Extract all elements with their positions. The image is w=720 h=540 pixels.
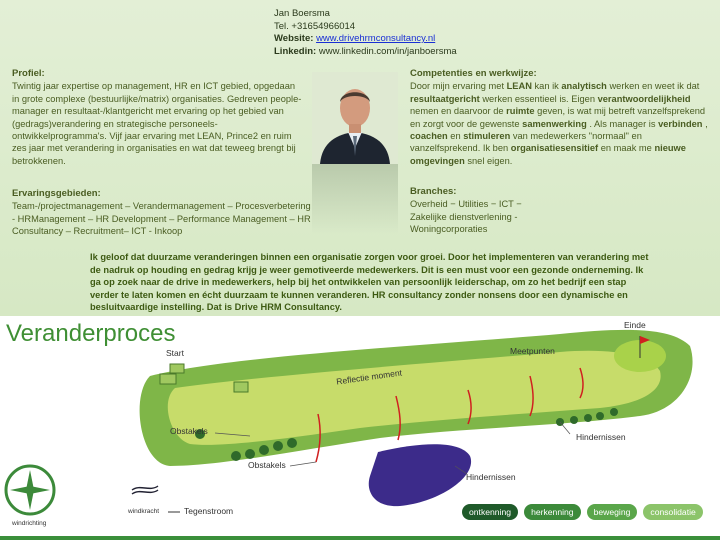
branches-line-3: Woningcorporaties	[410, 224, 488, 235]
branches-title: Branches:	[410, 186, 457, 197]
linkedin-label: Linkedin:	[274, 45, 317, 57]
footer-bar	[0, 536, 720, 540]
label-reflectie: Reflectie moment	[335, 367, 403, 387]
profiel-text: Twintig jaar expertise op management, HR en ICT gebied, opgedaan in grote complexe (bestuurlijke/matrix) organisaties. Gedreven people-manager en resultaat-/klantgericht met ervaring op het gebied van (gedrags)verandering en strategische personeels-ontwikkelprogramma's. Vijf jaar ervaring met LEAN, Prince2 en ruim zes jaar met verandering in organisaties en wat dat teweeg brengt bij betrokkenen.	[12, 81, 302, 166]
profiel-title: Profiel:	[12, 68, 45, 79]
ervaring-title: Ervaringsgebieden:	[12, 188, 101, 199]
label-start: Start	[166, 348, 184, 358]
phase-ontkenning: ontkenning	[462, 504, 518, 520]
website-link[interactable]: www.drivehrmconsultancy.nl	[316, 33, 436, 44]
mission-statement: Ik geloof dat duurzame veranderingen binnen een organisatie zorgen voor groei. Door het implementeren van verandering met de nadruk op houding en gedrag krijg je weer gemotiveerde medewerkers. Dit is een must voor een gezonde onderneming. Ik ga op zoek naar de drive in medewerkers, help bij het ontwikkelen van persoonlijk leiderschap, om zo het bedrijf een stap verder te laten komen en écht duurzaam te kunnen veranderen. HR consultancy zonder nonsens door een dynamische en besluitvaardige instelling. Dat is Drive HRM Consultancy.	[90, 252, 649, 313]
label-hindernissen-1: Hindernissen	[576, 432, 626, 442]
competenties-text: Door mijn ervaring met LEAN kan ik analytisch werken en weet ik dat resultaatgericht werken essentieel is. Eigen verantwoordelijkheid nemen en daarvoor de ruimte geven, is wat mij betreft vanzelfsprekend en zorgt voor de gewenste samenwerking . Als manager is verbinden , coachen en stimuleren van medewerkers "normaal" en vanzelfsprekend. Ik ben organisatiesensitief en maak me nieuwe omgevingen snel eigen.	[410, 81, 708, 166]
veranderproces-section	[0, 316, 720, 540]
phase-pills	[462, 504, 703, 520]
portrait-reflection	[312, 164, 398, 234]
veranderproces-title: Veranderproces	[6, 320, 176, 347]
label-hindernissen-2: Hindernissen	[466, 472, 516, 482]
website-label: Website:	[274, 33, 314, 44]
ervaring-text: Team-/projectmanagement – Verandermanagement – Procesverbetering - HRManagement – HR Development – Performance Management – HR Consultancy – Recruitment– ICT - Inkoop	[12, 201, 311, 237]
phase-herkenning: herkenning	[524, 504, 581, 520]
label-meetpunten: Meetpunten	[510, 346, 555, 356]
label-tegenstroom: Tegenstroom	[184, 506, 234, 516]
phase-beweging: beweging	[587, 504, 638, 520]
label-windrichting: windrichting	[12, 520, 47, 527]
contact-phone: Tel. +31654966014	[274, 20, 356, 32]
ervaring-block	[12, 188, 312, 238]
branches-line-1: Overheid − Utilities − ICT −	[410, 199, 522, 210]
competenties-block	[410, 68, 712, 167]
label-obstakels-1: Obstakels	[170, 426, 208, 436]
phase-consolidatie: consolidatie	[643, 504, 702, 520]
branches-block	[410, 186, 630, 236]
competenties-title: Competenties en werkwijze:	[410, 68, 537, 79]
label-obstakels-2: Obstakels	[248, 460, 286, 470]
contact-block	[274, 8, 457, 58]
label-windkracht: windkracht	[128, 508, 160, 515]
contact-name: Jan Boersma	[274, 8, 330, 19]
label-einde: Einde	[624, 320, 646, 330]
profiel-block	[12, 68, 304, 167]
branches-line-2: Zakelijke dienstverlening -	[410, 211, 518, 222]
portrait-photo	[312, 72, 398, 164]
linkedin-url[interactable]: www.linkedin.com/in/janboersma	[318, 45, 457, 57]
